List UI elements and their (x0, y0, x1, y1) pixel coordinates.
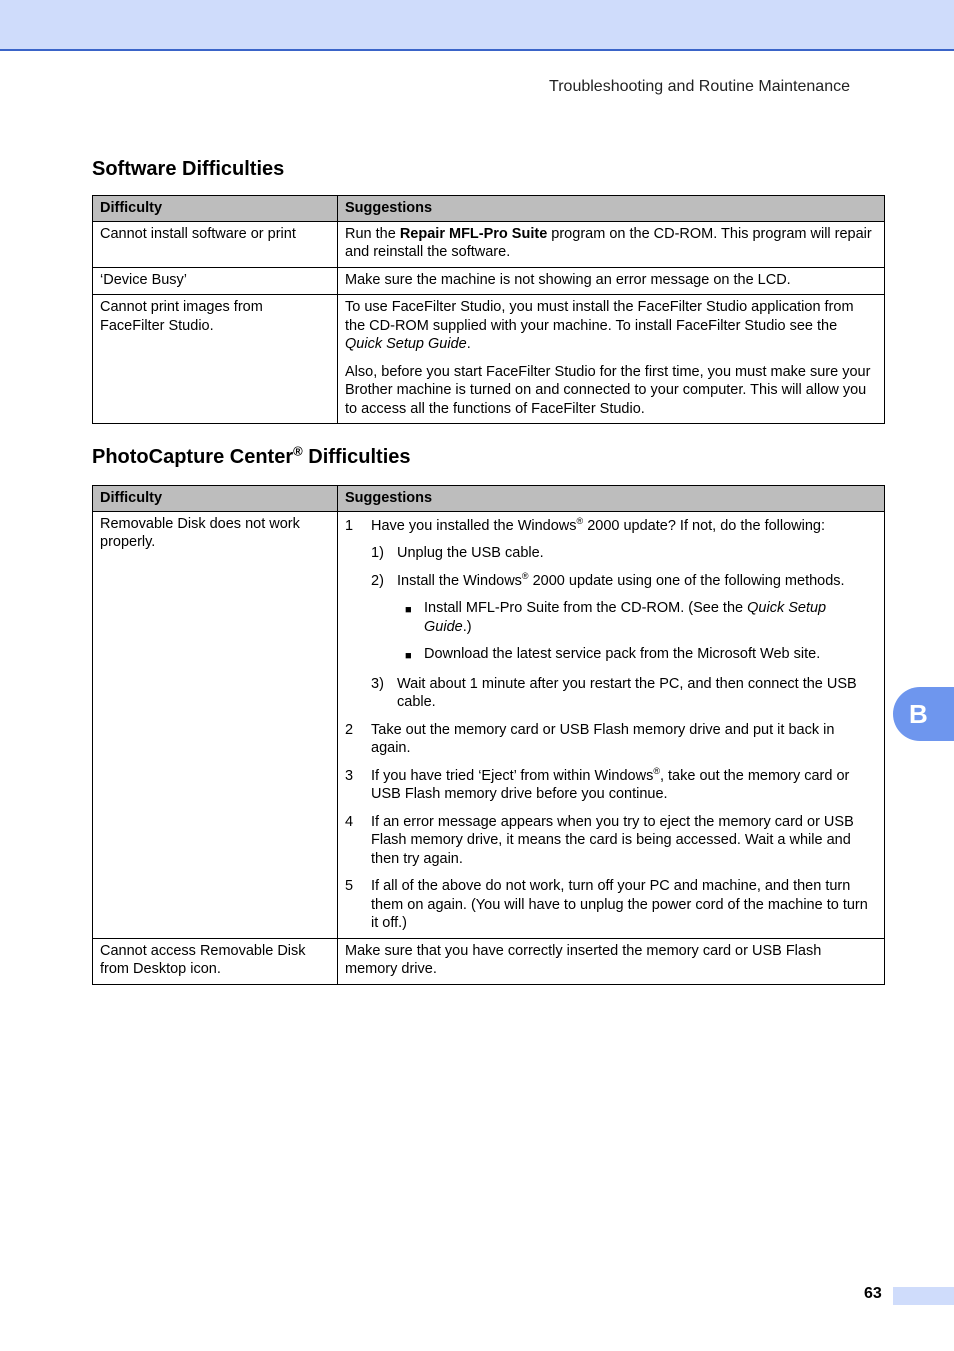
photocapture-difficulties-table (92, 485, 885, 985)
running-title: Troubleshooting and Routine Maintenance (549, 78, 850, 95)
difficulty-cell: Cannot install software or print (93, 221, 338, 267)
column-header-difficulty: Difficulty (93, 196, 338, 222)
photocapture-difficulties-heading: PhotoCapture Center® Difficulties (92, 443, 411, 468)
numbered-step: 5 If all of the above do not work, turn off your PC and machine, and then turn them on again. (You will have to unplug the power cord of the machine to turn it off.) (345, 878, 868, 931)
difficulty-cell: ‘Device Busy’ (93, 267, 338, 295)
table-row (93, 511, 885, 938)
column-header-difficulty: Difficulty (93, 486, 338, 512)
table-header-row (93, 196, 885, 222)
square-bullet-icon: ■ (405, 650, 412, 662)
square-bullet-icon: ■ (405, 604, 412, 616)
suggestion-cell: Make sure that you have correctly inserted the memory card or USB Flash memory drive. (338, 938, 885, 984)
numbered-step: 2 Take out the memory card or USB Flash memory drive and put it back in again. (345, 721, 835, 756)
suggestion-cell (338, 295, 885, 424)
table-row (93, 221, 885, 267)
column-header-suggestions: Suggestions (338, 196, 885, 222)
suggestion-cell (338, 511, 885, 938)
top-header-band (0, 0, 954, 51)
numbered-step: 3 If you have tried ‘Eject’ from within Windows®, take out the memory card or USB Flash memory drive before you continue. (345, 765, 850, 802)
difficulty-cell: Removable Disk does not work properly. (93, 511, 338, 938)
chapter-tab-b: B (893, 687, 954, 741)
suggestion-cell: Make sure the machine is not showing an error message on the LCD. (338, 267, 885, 295)
footer-band (893, 1287, 954, 1305)
suggestion-cell: Run the Repair MFL-Pro Suite program on the CD-ROM. This program will repair and reinstall the software. (338, 221, 885, 267)
suggestion-paragraph: Also, before you start FaceFilter Studio for the first time, you must make sure your Brother machine is turned on and connected to your computer. This will allow you to access all the functions of FaceFilter Studio. (345, 363, 871, 417)
numbered-step: 1 Have you installed the Windows® 2000 update? If not, do the following: (345, 515, 826, 534)
column-header-suggestions: Suggestions (338, 486, 885, 512)
difficulty-cell: Cannot print images from FaceFilter Studio. (93, 295, 338, 424)
difficulty-cell: Cannot access Removable Disk from Desktop icon. (93, 938, 338, 984)
bullet-item: ■ Download the latest service pack from the Microsoft Web site. (405, 645, 877, 666)
bullet-item: ■ Install MFL-Pro Suite from the CD-ROM. (See the Quick Setup Guide.) (405, 600, 827, 635)
sub-step: 1) Unplug the USB cable. (371, 545, 544, 561)
software-difficulties-heading: Software Difficulties (92, 158, 285, 180)
sub-step: 3) Wait about 1 minute after you restart the PC, and then connect the USB cable. (371, 675, 857, 710)
suggestion-paragraph: To use FaceFilter Studio, you must install the FaceFilter Studio application from the CD-ROM supplied with your machine. To install FaceFilter Studio see the Quick Setup Guide. (345, 299, 854, 352)
software-difficulties-table (92, 195, 885, 424)
table-row (93, 938, 885, 984)
numbered-step: 4 If an error message appears when you try to eject the memory card or USB Flash memory drive, it means the card is being accessed. Wait a while and then try again. (345, 813, 854, 867)
table-row (93, 267, 885, 295)
sub-step: 2) Install the Windows® 2000 update using one of the following methods. (371, 570, 845, 589)
program-name: Repair MFL-Pro Suite (399, 225, 548, 242)
guide-reference: Quick Setup Guide (424, 600, 827, 635)
guide-reference: Quick Setup Guide (345, 336, 467, 352)
page-number: 63 (864, 1285, 882, 1302)
table-row (93, 295, 885, 424)
table-header-row (93, 486, 885, 512)
